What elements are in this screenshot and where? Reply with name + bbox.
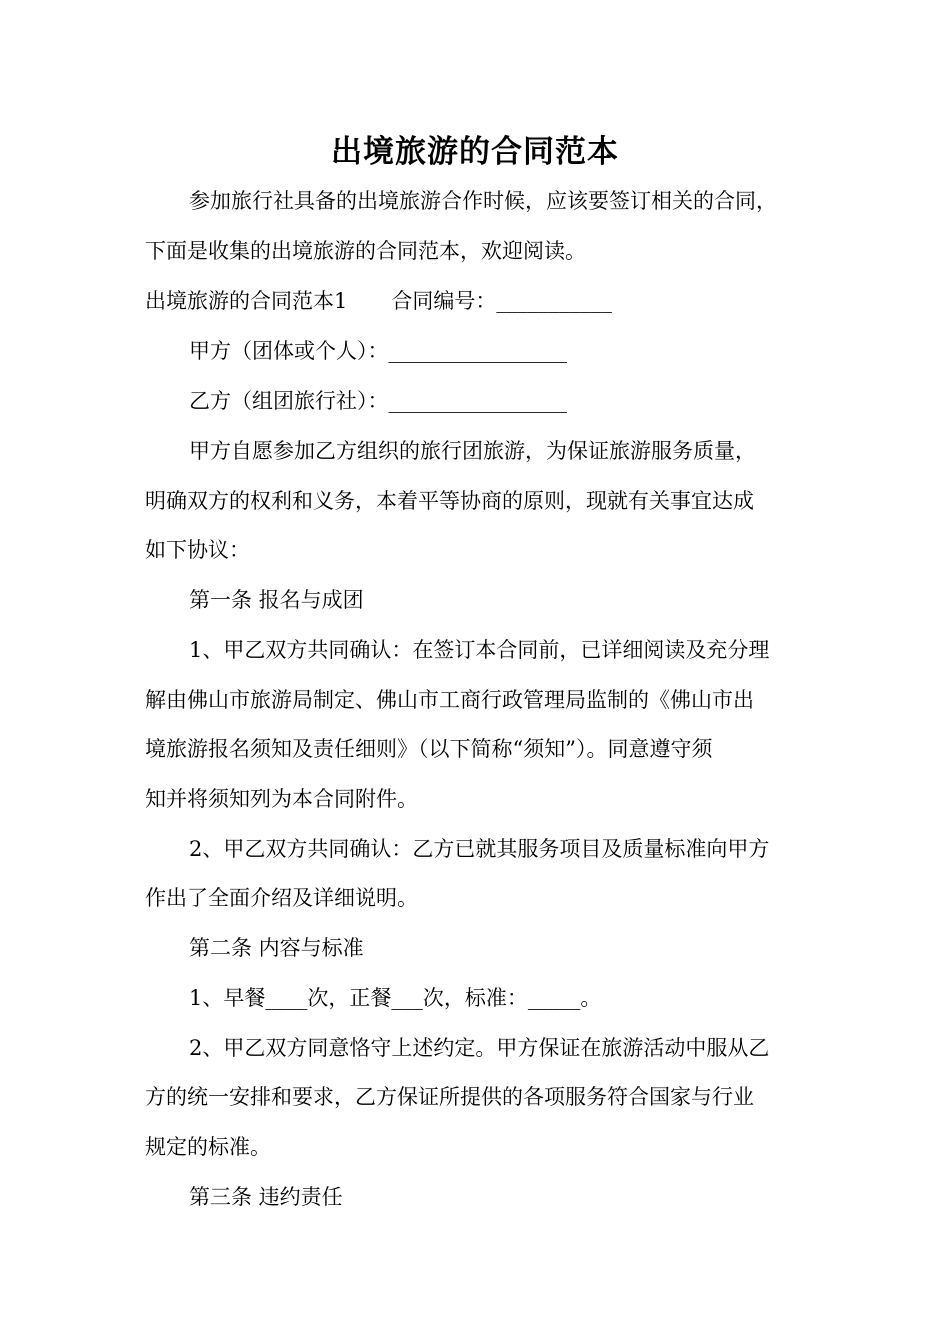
- document-title: 出境旅游的合同范本: [331, 134, 619, 170]
- article-1-item-2-line: 作出了全面介绍及详细说明。: [145, 886, 418, 910]
- article-1-item-1-line: 1、甲乙双方共同确认：在签订本合同前，已详细阅读及充分理: [189, 638, 770, 662]
- article-2-item-1-line: 1、早餐____次，正餐___次，标准：_____。: [189, 986, 602, 1010]
- intro-line: 参加旅行社具备的出境旅游合作时候，应该要签订相关的合同，: [189, 189, 777, 213]
- article-2-item-2-line: 规定的标准。: [145, 1135, 271, 1159]
- article-2-heading: 第二条 内容与标准: [189, 936, 364, 960]
- article-2-item-2-line: 方的统一安排和要求，乙方保证所提供的各项服务符合国家与行业: [145, 1085, 754, 1109]
- contract-number: 合同编号：___________: [391, 289, 612, 313]
- section-header-line: [145, 286, 612, 316]
- article-1-item-1-line: 境旅游报名须知及责任细则》（以下简称“须知”）。同意遵守须: [145, 737, 713, 761]
- article-1-item-2-line: 2、甲乙双方共同确认：乙方已就其服务项目及质量标准向甲方: [189, 837, 770, 861]
- intro-line: 下面是收集的出境旅游的合同范本，欢迎阅读。: [145, 239, 586, 263]
- party-a-field: 甲方（团体或个人）：_________________: [189, 339, 567, 363]
- article-1-item-1-line: 知并将须知列为本合同附件。: [145, 787, 418, 811]
- preamble-line: 明确双方的权利和义务，本着平等协商的原则，现就有关事宜达成: [145, 489, 754, 513]
- preamble-line: 如下协议：: [145, 538, 250, 562]
- preamble-line: 甲方自愿参加乙方组织的旅行团旅游，为保证旅游服务质量，: [189, 439, 756, 463]
- party-b-field: 乙方（组团旅行社）：_________________: [189, 389, 567, 413]
- article-3-heading: 第三条 违约责任: [189, 1185, 343, 1209]
- article-1-item-1-line: 解由佛山市旅游局制定、佛山市工商行政管理局监制的《佛山市出: [145, 688, 754, 712]
- section-title: 出境旅游的合同范本1: [145, 289, 348, 313]
- article-2-item-2-line: 2、甲乙双方同意恪守上述约定。甲方保证在旅游活动中服从乙: [189, 1036, 770, 1060]
- article-1-heading: 第一条 报名与成团: [189, 588, 364, 612]
